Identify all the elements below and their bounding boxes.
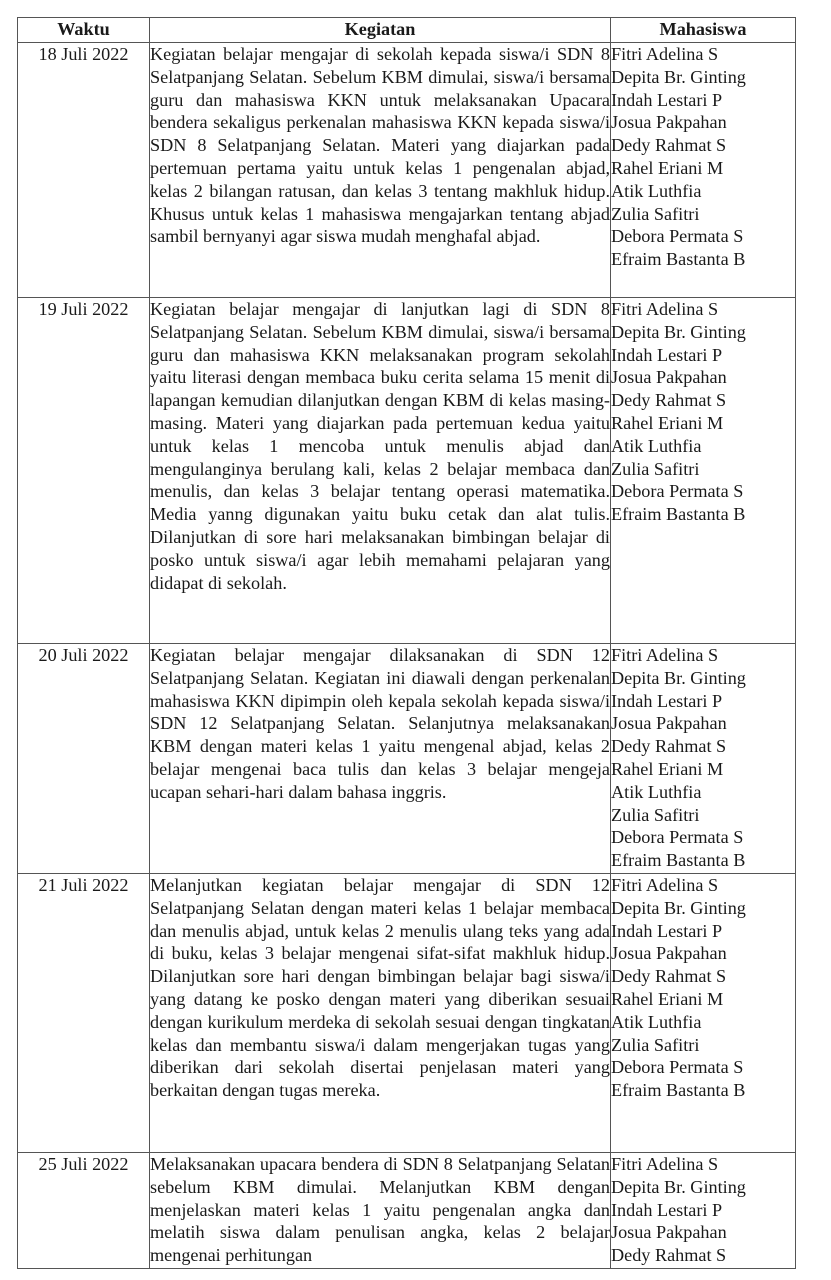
- student-name: Atik Luthfia: [611, 1011, 702, 1032]
- student-name: Depita Br. Ginting: [611, 1176, 746, 1197]
- activity-text: Melaksanakan upacara bendera di SDN 8 Selatpanjang Selatan sebelum KBM dimulai. Melanjutkan KBM dengan menjelaskan materi kelas 1 yaitu pengenalan angka dan melatih siswa dalam penulisan angka, kelas 2 belajar mengenai perhitungan: [150, 1154, 610, 1266]
- student-name: Zulia Safitri: [611, 1034, 700, 1055]
- student-name: Atik Luthfia: [611, 180, 702, 201]
- student-name: Dedy Rahmat S: [611, 390, 727, 411]
- students-cell: [611, 644, 796, 874]
- date-cell: 20 Juli 2022: [18, 644, 150, 874]
- document-page: [17, 17, 796, 1269]
- student-name: Zulia Safitri: [611, 203, 700, 224]
- students-cell: [611, 298, 796, 644]
- student-name: Zulia Safitri: [611, 458, 700, 479]
- student-name: Indah Lestari P: [611, 89, 723, 110]
- student-name: Rahel Eriani M: [611, 157, 724, 178]
- student-name: Zulia Safitri: [611, 804, 700, 825]
- activity-text: Melanjutkan kegiatan belajar mengajar di SDN 12 Selatpanjang Selatan dengan materi kelas 1 belajar membaca dan menulis abjad, untuk kelas 2 menulis ulang teks yang ada di buku, kelas 3 belajar mengenai sifat-sifat makhluk hidup. Dilanjutkan sore hari dengan bimbingan belajar bagi siswa/i yang datang ke posko dengan materi yang diberikan sesuai dengan kurikulum merdeka di sekolah sesuai dengan tingkatan kelas dan membantu siswa/i dalam mengerjakan tugas yang diberikan dari sekolah disertai penjelasan materi yang berkaitan dengan tugas mereka.: [150, 875, 610, 1101]
- date-cell: 21 Juli 2022: [18, 874, 150, 1153]
- student-name: Fitri Adelina S: [611, 1154, 719, 1174]
- table-row: [18, 43, 796, 298]
- student-name: Josua Pakpahan: [611, 367, 727, 388]
- student-name: Josua Pakpahan: [611, 943, 727, 964]
- activity-cell: [150, 43, 611, 298]
- student-name: Josua Pakpahan: [611, 713, 727, 734]
- student-name: Depita Br. Ginting: [611, 897, 746, 918]
- table-row: [18, 874, 796, 1153]
- student-name: Debora Permata S: [611, 1057, 744, 1078]
- student-name: Rahel Eriani M: [611, 758, 724, 779]
- student-name: Indah Lestari P: [611, 1199, 723, 1220]
- student-name: Atik Luthfia: [611, 781, 702, 802]
- student-name: Dedy Rahmat S: [611, 966, 727, 987]
- table-header-row: [18, 18, 796, 43]
- student-name: Fitri Adelina S: [611, 44, 719, 64]
- activity-text: Kegiatan belajar mengajar di lanjutkan lagi di SDN 8 Selatpanjang Selatan. Sebelum KBM dimulai, siswa/i bersama guru dan mahasiswa KKN melaksanakan program sekolah yaitu literasi dengan membaca buku cerita selama 15 menit di lapangan kemudian dilanjutkan dengan KBM di kelas masing-masing. Materi yang diajarkan pada pertemuan kedua yaitu untuk kelas 1 mencoba untuk menulis abjad dan mengulanginya berulang kali, kelas 2 belajar membaca dan menulis, dan kelas 3 belajar tentang operasi matematika. Media yanng digunakan yaitu buku cetak dan alat tulis. Dilanjutkan di sore hari melaksanakan bimbingan belajar di posko untuk siswa/i agar lebih memahami pelajaran yang didapat di sekolah.: [150, 299, 610, 593]
- header-kegiatan: Kegiatan: [150, 18, 611, 43]
- table-row: [18, 1153, 796, 1269]
- activity-text: Kegiatan belajar mengajar di sekolah kepada siswa/i SDN 8 Selatpanjang Selatan. Sebelum KBM dimulai, siswa/i bersama guru dan mahasiswa KKN untuk melaksanakan Upacara bendera sekaligus perkenalan mahasiswa KKN kepada siswa/i SDN 8 Selatpanjang Selatan. Materi yang diajarkan pada pertemuan pertama yaitu untuk kelas 1 pengenalan abjad, kelas 2 bilangan ratusan, dan kelas 3 tentang makhluk hidup. Khusus untuk kelas 1 mahasiswa mengajarkan tentang abjad sambil bernyanyi agar siswa mudah menghafal abjad.: [150, 44, 610, 247]
- date-cell: 19 Juli 2022: [18, 298, 150, 644]
- student-name: Fitri Adelina S: [611, 299, 719, 319]
- activity-cell: [150, 1153, 611, 1269]
- table-row: [18, 644, 796, 874]
- student-name: Dedy Rahmat S: [611, 1245, 727, 1266]
- header-waktu: Waktu: [18, 18, 150, 43]
- student-name: Debora Permata S: [611, 827, 744, 848]
- student-name: Atik Luthfia: [611, 435, 702, 456]
- student-name: Depita Br. Ginting: [611, 66, 746, 87]
- students-cell: [611, 43, 796, 298]
- students-cell: [611, 1153, 796, 1269]
- activity-cell: [150, 644, 611, 874]
- student-name: Dedy Rahmat S: [611, 135, 727, 156]
- student-name: Efraim Bastanta B: [611, 504, 746, 525]
- activity-text: Kegiatan belajar mengajar dilaksanakan di SDN 12 Selatpanjang Selatan. Kegiatan ini diawali dengan perkenalan mahasiswa KKN dipimpin oleh kepala sekolah kepada siswa/i SDN 12 Selatpanjang Selatan. Selanjutnya melaksanakan KBM dengan materi kelas 1 yaitu mengenal abjad, kelas 2 belajar mengenai baca tulis dan kelas 3 belajar mengeja ucapan sehari-hari dalam bahasa inggris.: [150, 645, 610, 802]
- student-name: Fitri Adelina S: [611, 645, 719, 665]
- student-name: Depita Br. Ginting: [611, 321, 746, 342]
- header-mahasiswa: Mahasiswa: [611, 18, 796, 43]
- activity-cell: [150, 298, 611, 644]
- student-name: Dedy Rahmat S: [611, 736, 727, 757]
- activity-cell: [150, 874, 611, 1153]
- date-cell: 25 Juli 2022: [18, 1153, 150, 1269]
- student-name: Indah Lestari P: [611, 690, 723, 711]
- student-name: Efraim Bastanta B: [611, 1080, 746, 1101]
- student-name: Josua Pakpahan: [611, 1222, 727, 1243]
- table-row: [18, 298, 796, 644]
- student-name: Rahel Eriani M: [611, 412, 724, 433]
- date-cell: 18 Juli 2022: [18, 43, 150, 298]
- student-name: Debora Permata S: [611, 481, 744, 502]
- student-name: Debora Permata S: [611, 226, 744, 247]
- student-name: Indah Lestari P: [611, 920, 723, 941]
- student-name: Rahel Eriani M: [611, 988, 724, 1009]
- student-name: Josua Pakpahan: [611, 112, 727, 133]
- students-cell: [611, 874, 796, 1153]
- student-name: Fitri Adelina S: [611, 875, 719, 895]
- student-name: Depita Br. Ginting: [611, 667, 746, 688]
- activity-schedule-table: [17, 17, 796, 1269]
- student-name: Efraim Bastanta B: [611, 850, 746, 871]
- student-name: Indah Lestari P: [611, 344, 723, 365]
- student-name: Efraim Bastanta B: [611, 249, 746, 270]
